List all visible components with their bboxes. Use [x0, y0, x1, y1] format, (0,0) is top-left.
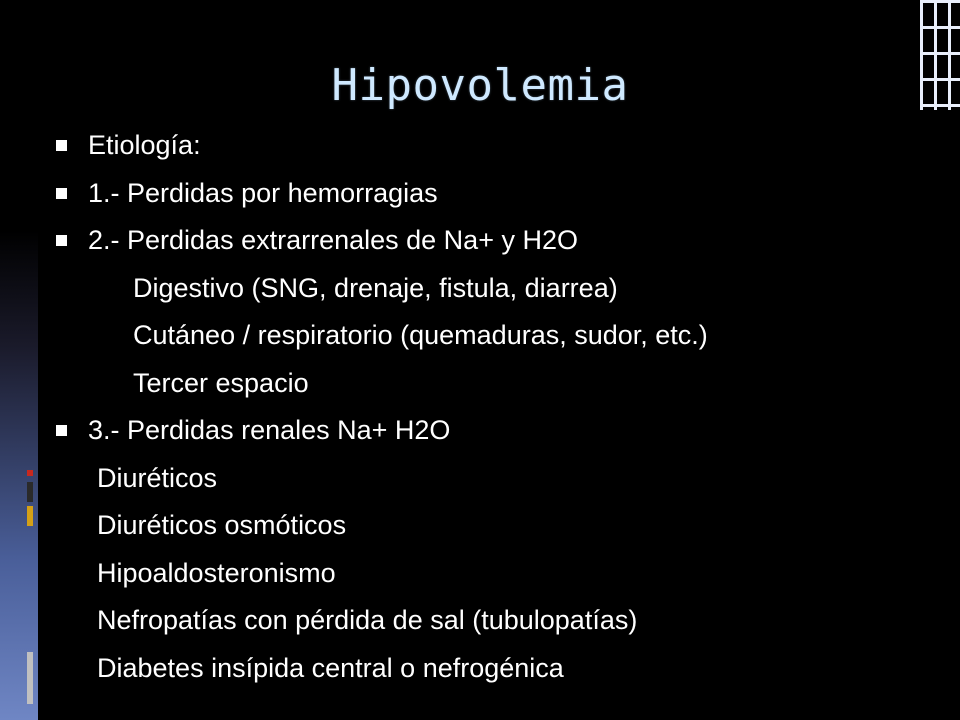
sub-line	[56, 360, 936, 408]
sub-line	[56, 312, 936, 360]
bullet-line	[56, 407, 936, 455]
accent-bar-dark	[27, 482, 33, 502]
bullet-line	[56, 170, 936, 218]
accent-bar-gray	[27, 652, 33, 704]
line-text: 2.- Perdidas extrarrenales de Na+ y H2O	[88, 225, 578, 255]
accent-bar-red	[27, 470, 33, 476]
line-text: Digestivo (SNG, drenaje, fistula, diarrea)	[133, 272, 618, 303]
sub-line	[56, 597, 936, 645]
line-text: 1.- Perdidas por hemorragias	[88, 177, 438, 208]
sidebar-gradient	[0, 0, 38, 720]
sub-line	[56, 502, 936, 550]
slide-title: Hipovolemia	[331, 60, 629, 111]
line-text: Etiología:	[88, 130, 201, 160]
line-text: Tercer espacio	[133, 367, 309, 398]
sub-line	[56, 265, 936, 313]
corner-grid-decoration	[920, 0, 960, 112]
line-text: Diuréticos osmóticos	[97, 510, 347, 540]
bullet-line	[56, 122, 936, 170]
square-bullet-icon	[56, 425, 67, 436]
sub-line	[56, 455, 936, 503]
line-text: Hipoaldosteronismo	[97, 557, 336, 588]
slide-content	[56, 122, 936, 692]
line-text: Cutáneo / respiratorio (quemaduras, sudor, etc.)	[133, 320, 708, 350]
sub-line	[56, 550, 936, 598]
bullet-line	[56, 217, 936, 265]
square-bullet-icon	[56, 140, 67, 151]
line-text: Diuréticos	[97, 462, 218, 493]
line-text: 3.- Perdidas renales Na+ H2O	[88, 415, 451, 445]
sub-line	[56, 645, 936, 693]
accent-bar-yellow	[27, 506, 33, 526]
square-bullet-icon	[56, 235, 67, 246]
line-text: Diabetes insípida central o nefrogénica	[97, 652, 564, 683]
line-text: Nefropatías con pérdida de sal (tubulopatías)	[97, 605, 638, 635]
square-bullet-icon	[56, 188, 67, 199]
